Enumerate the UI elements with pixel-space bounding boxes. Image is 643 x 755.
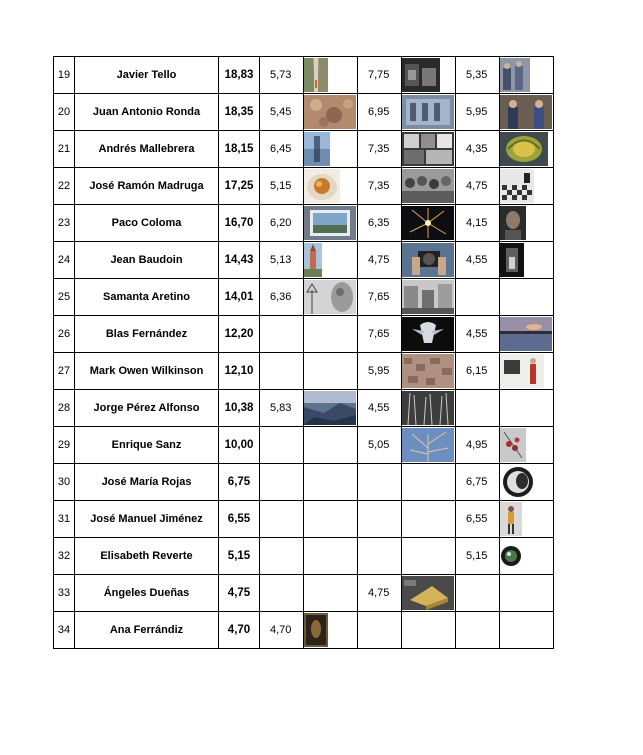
round3-score-cell: 6,15 xyxy=(456,353,500,390)
round3-photo-cell xyxy=(500,279,554,316)
chessboard-photo xyxy=(500,169,534,203)
round2-score-cell: 7,35 xyxy=(358,131,402,168)
table-row xyxy=(54,575,554,612)
round2-photo-cell xyxy=(402,205,456,242)
round2-score-cell: 7,75 xyxy=(358,57,402,94)
table-row xyxy=(54,242,554,279)
round3-photo-cell xyxy=(500,131,554,168)
fireworks-photo xyxy=(402,206,454,240)
city-street-photo xyxy=(304,58,328,92)
participant-name-cell: Samanta Aretino xyxy=(75,279,219,316)
reflection-photo xyxy=(304,132,330,166)
round1-photo-cell xyxy=(304,538,358,575)
round1-score-cell: 5,73 xyxy=(260,57,304,94)
round3-score-cell: 4,35 xyxy=(456,131,500,168)
total-score-cell: 12,10 xyxy=(219,353,260,390)
round1-score-cell xyxy=(260,353,304,390)
round2-score-cell: 4,75 xyxy=(358,242,402,279)
round3-photo-cell xyxy=(500,501,554,538)
position-cell: 30 xyxy=(54,464,75,501)
round3-score-cell: 4,15 xyxy=(456,205,500,242)
round2-photo-cell xyxy=(402,390,456,427)
round2-photo-cell xyxy=(402,168,456,205)
total-score-cell: 4,70 xyxy=(219,612,260,649)
round2-score-cell xyxy=(358,464,402,501)
silhouette-portrait-photo xyxy=(500,465,540,499)
results-table xyxy=(53,56,554,649)
total-score-cell: 6,75 xyxy=(219,464,260,501)
round1-photo-cell xyxy=(304,57,358,94)
total-score-cell: 16,70 xyxy=(219,205,260,242)
round2-score-cell: 4,75 xyxy=(358,575,402,612)
position-cell: 23 xyxy=(54,205,75,242)
gallery-photo xyxy=(500,354,544,388)
berries-photo xyxy=(500,428,526,462)
table-row xyxy=(54,464,554,501)
participant-name-cell: Ángeles Dueñas xyxy=(75,575,219,612)
participant-name-cell: Paco Coloma xyxy=(75,205,219,242)
figures-photo xyxy=(500,58,530,92)
participant-name-cell: Elisabeth Reverte xyxy=(75,538,219,575)
round3-score-cell: 4,55 xyxy=(456,316,500,353)
winter-branches-photo xyxy=(402,428,454,462)
table-row xyxy=(54,501,554,538)
participant-name-cell: Andrés Mallebrera xyxy=(75,131,219,168)
position-cell: 28 xyxy=(54,390,75,427)
round2-photo-cell xyxy=(402,131,456,168)
participant-name-cell: José Ramón Madruga xyxy=(75,168,219,205)
round2-photo-cell xyxy=(402,464,456,501)
texture-photo xyxy=(304,95,356,129)
round1-photo-cell xyxy=(304,390,358,427)
rooftops-photo xyxy=(402,354,454,388)
position-cell: 22 xyxy=(54,168,75,205)
position-cell: 21 xyxy=(54,131,75,168)
total-score-cell: 18,83 xyxy=(219,57,260,94)
round1-photo-cell xyxy=(304,427,358,464)
round2-score-cell: 5,95 xyxy=(358,353,402,390)
round3-score-cell: 6,55 xyxy=(456,501,500,538)
round2-score-cell xyxy=(358,501,402,538)
collage-photo xyxy=(402,132,454,166)
round1-score-cell: 5,13 xyxy=(260,242,304,279)
round2-photo-cell xyxy=(402,94,456,131)
round2-photo-cell xyxy=(402,353,456,390)
person-walking-photo xyxy=(500,502,522,536)
participant-name-cell: José María Rojas xyxy=(75,464,219,501)
crowd-photo xyxy=(402,169,454,203)
table-row xyxy=(54,131,554,168)
round1-photo-cell xyxy=(304,131,358,168)
round2-photo-cell xyxy=(402,575,456,612)
position-cell: 32 xyxy=(54,538,75,575)
participant-name-cell: Jean Baudoin xyxy=(75,242,219,279)
round2-photo-cell xyxy=(402,279,456,316)
table-row xyxy=(54,94,554,131)
table-row xyxy=(54,427,554,464)
round1-photo-cell xyxy=(304,353,358,390)
round2-score-cell: 7,35 xyxy=(358,168,402,205)
round1-score-cell xyxy=(260,575,304,612)
round1-photo-cell xyxy=(304,612,358,649)
round1-photo-cell xyxy=(304,168,358,205)
table-row xyxy=(54,612,554,649)
round1-score-cell: 6,36 xyxy=(260,279,304,316)
round3-score-cell xyxy=(456,279,500,316)
round3-photo-cell xyxy=(500,612,554,649)
round3-photo-cell xyxy=(500,94,554,131)
total-score-cell: 18,15 xyxy=(219,131,260,168)
position-cell: 26 xyxy=(54,316,75,353)
round2-score-cell: 6,95 xyxy=(358,94,402,131)
portrait-photo xyxy=(500,206,526,240)
total-score-cell: 6,55 xyxy=(219,501,260,538)
position-cell: 20 xyxy=(54,94,75,131)
round1-score-cell: 4,70 xyxy=(260,612,304,649)
position-cell: 33 xyxy=(54,575,75,612)
framed-landscape-photo xyxy=(304,206,356,240)
total-score-cell: 14,01 xyxy=(219,279,260,316)
round1-score-cell xyxy=(260,427,304,464)
round3-score-cell xyxy=(456,612,500,649)
table-row xyxy=(54,390,554,427)
round2-photo-cell xyxy=(402,501,456,538)
sunset-water-photo xyxy=(500,317,552,351)
figurine-photo xyxy=(402,317,454,351)
total-score-cell: 17,25 xyxy=(219,168,260,205)
round2-photo-cell xyxy=(402,242,456,279)
round3-photo-cell xyxy=(500,205,554,242)
total-score-cell: 4,75 xyxy=(219,575,260,612)
total-score-cell: 14,43 xyxy=(219,242,260,279)
window-photo xyxy=(500,243,524,277)
table-row xyxy=(54,205,554,242)
participant-name-cell: Javier Tello xyxy=(75,57,219,94)
round2-score-cell xyxy=(358,612,402,649)
round2-score-cell xyxy=(358,538,402,575)
architecture-photo xyxy=(402,95,454,129)
round1-score-cell xyxy=(260,538,304,575)
round3-score-cell: 4,55 xyxy=(456,242,500,279)
participant-name-cell: Mark Owen Wilkinson xyxy=(75,353,219,390)
round2-score-cell: 7,65 xyxy=(358,279,402,316)
round2-score-cell: 4,55 xyxy=(358,390,402,427)
round2-score-cell: 6,35 xyxy=(358,205,402,242)
round2-photo-cell xyxy=(402,316,456,353)
round3-score-cell xyxy=(456,575,500,612)
round1-score-cell: 5,45 xyxy=(260,94,304,131)
participant-name-cell: Jorge Pérez Alfonso xyxy=(75,390,219,427)
church-tower-photo xyxy=(304,243,322,277)
dark-scene-photo xyxy=(402,58,440,92)
table-row xyxy=(54,57,554,94)
round3-photo-cell xyxy=(500,538,554,575)
round1-score-cell: 6,45 xyxy=(260,131,304,168)
round3-photo-cell xyxy=(500,57,554,94)
round3-photo-cell xyxy=(500,242,554,279)
round3-score-cell: 4,75 xyxy=(456,168,500,205)
bare-trees-photo xyxy=(402,391,454,425)
misty-valley-photo xyxy=(304,391,356,425)
round2-photo-cell xyxy=(402,57,456,94)
round1-score-cell: 5,15 xyxy=(260,168,304,205)
table-row xyxy=(54,316,554,353)
position-cell: 24 xyxy=(54,242,75,279)
round1-photo-cell xyxy=(304,464,358,501)
round1-photo-cell xyxy=(304,279,358,316)
round1-photo-cell xyxy=(304,575,358,612)
position-cell: 34 xyxy=(54,612,75,649)
round1-score-cell xyxy=(260,316,304,353)
participant-name-cell: José Manuel Jiménez xyxy=(75,501,219,538)
round3-score-cell: 6,75 xyxy=(456,464,500,501)
lens-photo xyxy=(500,539,522,573)
participant-name-cell: Blas Fernández xyxy=(75,316,219,353)
total-score-cell: 10,38 xyxy=(219,390,260,427)
results-table-body xyxy=(54,57,554,649)
position-cell: 29 xyxy=(54,427,75,464)
total-score-cell: 18,35 xyxy=(219,94,260,131)
round1-score-cell xyxy=(260,501,304,538)
round3-score-cell: 5,95 xyxy=(456,94,500,131)
round3-score-cell: 5,15 xyxy=(456,538,500,575)
people-photo xyxy=(500,95,552,129)
round3-photo-cell xyxy=(500,316,554,353)
total-score-cell: 12,20 xyxy=(219,316,260,353)
round3-photo-cell xyxy=(500,464,554,501)
food-photo xyxy=(304,169,340,203)
round3-photo-cell xyxy=(500,390,554,427)
street-scene-photo xyxy=(402,280,454,314)
cheese-still-life-photo xyxy=(402,576,454,610)
round2-photo-cell xyxy=(402,612,456,649)
round1-score-cell: 5,83 xyxy=(260,390,304,427)
table-row xyxy=(54,279,554,316)
round3-photo-cell xyxy=(500,575,554,612)
total-score-cell: 10,00 xyxy=(219,427,260,464)
sculpture-photo xyxy=(304,280,356,314)
participant-name-cell: Enrique Sanz xyxy=(75,427,219,464)
round2-score-cell: 7,65 xyxy=(358,316,402,353)
position-cell: 27 xyxy=(54,353,75,390)
position-cell: 25 xyxy=(54,279,75,316)
position-cell: 31 xyxy=(54,501,75,538)
round1-photo-cell xyxy=(304,94,358,131)
table-row xyxy=(54,538,554,575)
participant-name-cell: Ana Ferrándiz xyxy=(75,612,219,649)
round2-score-cell: 5,05 xyxy=(358,427,402,464)
round1-score-cell: 6,20 xyxy=(260,205,304,242)
round3-photo-cell xyxy=(500,427,554,464)
round1-photo-cell xyxy=(304,242,358,279)
round3-score-cell: 4,95 xyxy=(456,427,500,464)
round3-score-cell xyxy=(456,390,500,427)
abstract-photo xyxy=(500,132,548,166)
round3-photo-cell xyxy=(500,353,554,390)
table-row xyxy=(54,353,554,390)
round3-score-cell: 5,35 xyxy=(456,57,500,94)
position-cell: 19 xyxy=(54,57,75,94)
round2-photo-cell xyxy=(402,427,456,464)
round1-photo-cell xyxy=(304,316,358,353)
round1-photo-cell xyxy=(304,501,358,538)
total-score-cell: 5,15 xyxy=(219,538,260,575)
participant-name-cell: Juan Antonio Ronda xyxy=(75,94,219,131)
round3-photo-cell xyxy=(500,168,554,205)
camera-hands-photo xyxy=(402,243,454,277)
round1-score-cell xyxy=(260,464,304,501)
round2-photo-cell xyxy=(402,538,456,575)
round1-photo-cell xyxy=(304,205,358,242)
table-row xyxy=(54,168,554,205)
dark-painting-photo xyxy=(304,613,328,647)
